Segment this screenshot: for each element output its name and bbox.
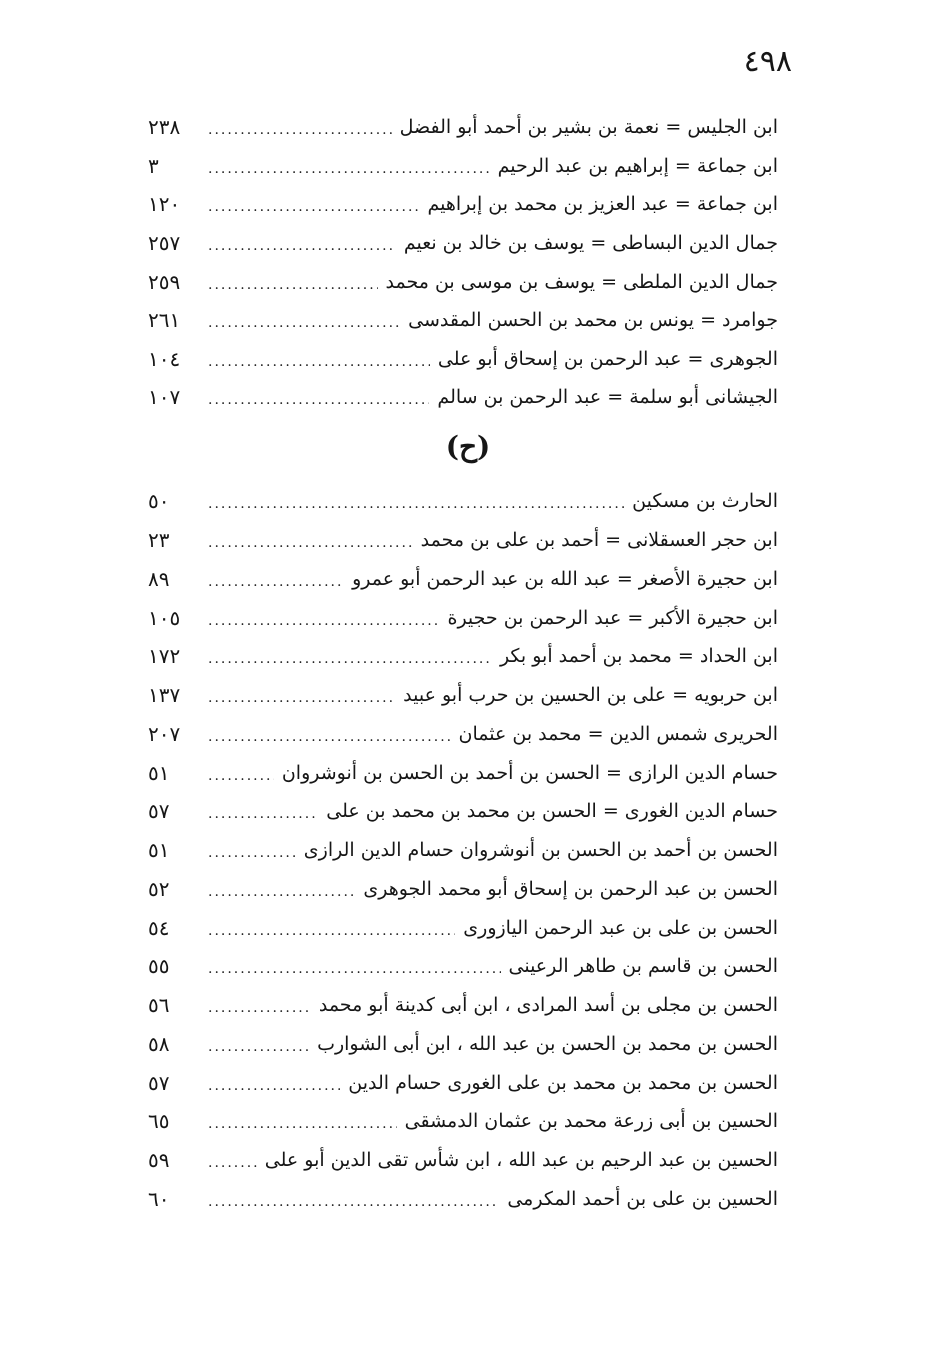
entry-page-number: ٣ <box>148 153 159 178</box>
dot-leader <box>208 879 355 899</box>
page-number: ٤٩٨ <box>743 44 792 79</box>
entry-page-number: ١٠٥ <box>148 605 181 630</box>
entry-page-number: ٥٦ <box>148 993 170 1018</box>
dot-leader <box>208 1150 257 1170</box>
dot-leader <box>208 387 429 407</box>
dot-leader <box>208 608 439 628</box>
entry-page-number: ٨٩ <box>148 566 170 591</box>
dot-leader <box>208 569 344 589</box>
dot-leader <box>208 840 296 860</box>
index-entry <box>148 792 778 831</box>
index-entry <box>148 947 778 986</box>
index-entry <box>148 185 778 224</box>
entry-name: الحسين بن على بن أحمد المكرمى <box>507 1187 778 1210</box>
dot-leader <box>208 349 430 369</box>
dot-leader <box>208 646 492 666</box>
entry-page-number: ٦٠ <box>148 1186 170 1211</box>
index-entry <box>148 598 778 637</box>
entry-page-number: ٥٢ <box>148 876 170 901</box>
entry-name: الجوهرى = عبد الرحمن بن إسحاق أبو على <box>437 347 778 370</box>
entry-name: الحسن بن محمد بن الحسن بن عبد الله ، ابن أبى الشوارب <box>317 1032 778 1055</box>
entry-page-number: ٥١ <box>148 838 170 863</box>
dot-leader <box>208 194 420 214</box>
entry-page-number: ١٢٠ <box>148 192 181 217</box>
entry-page-number: ٥٧ <box>148 799 170 824</box>
dot-leader <box>208 1111 397 1131</box>
entry-name: الحسن بن على بن عبد الرحمن اليازورى <box>463 916 778 939</box>
index-entry <box>148 147 778 186</box>
entry-page-number: ٥٤ <box>148 915 170 940</box>
entry-page-number: ٢٣٨ <box>148 115 181 140</box>
entry-name: الحسين بن عبد الرحيم بن عبد الله ، ابن شأس تقى الدين أبو على <box>264 1149 778 1172</box>
entry-name: الحسن بن مجلى بن أسد المرادى ، ابن أبى كدينة أبو محمد <box>318 994 778 1017</box>
index-entry <box>148 676 778 715</box>
index-entry <box>148 870 778 909</box>
entry-page-number: ٥٧ <box>148 1070 170 1095</box>
entry-page-number: ٢٥٩ <box>148 269 181 294</box>
dot-leader <box>208 685 395 705</box>
entry-name: الحسن بن أحمد بن الحسن بن أنوشروان حسام الدين الرازى <box>303 839 778 862</box>
entry-name: الحريرى شمس الدين = محمد بن عثمان <box>458 722 778 745</box>
dot-leader <box>208 1189 499 1209</box>
dot-leader <box>208 801 318 821</box>
dot-leader <box>208 156 490 176</box>
dot-leader <box>208 233 396 253</box>
index-entry <box>148 1025 778 1064</box>
entry-page-number: ١٣٧ <box>148 683 181 708</box>
entry-name: ابن حجيرة الأكبر = عبد الرحمن بن حجيرة <box>447 606 778 629</box>
entry-name: ابن جماعة = عبد العزيز بن محمد بن إبراهيم <box>427 193 778 216</box>
entry-page-number: ٢٠٧ <box>148 721 181 746</box>
dot-leader <box>208 272 378 292</box>
entry-page-number: ٥١ <box>148 760 170 785</box>
entry-name: الجيشانى أبو سلمة = عبد الرحمن بن سالم <box>437 386 778 409</box>
entry-name: ابن حربويه = على بن الحسين بن حرب أبو عبيد <box>403 684 778 707</box>
index-entry <box>148 378 778 417</box>
index-entry <box>148 715 778 754</box>
entry-name: ابن حجيرة الأصغر = عبد الله بن عبد الرحمن أبو عمرو <box>352 567 778 590</box>
entry-name: الحسن بن قاسم بن طاهر الرعينى <box>508 955 778 978</box>
section-heading: (ح) <box>445 430 491 463</box>
entry-page-number: ١٠٤ <box>148 346 181 371</box>
dot-leader <box>208 918 455 938</box>
index-entry <box>148 482 778 521</box>
index-entry <box>148 986 778 1025</box>
index-entry <box>148 340 778 379</box>
entry-page-number: ٥٨ <box>148 1031 170 1056</box>
index-entry <box>148 1141 778 1180</box>
entry-name: ابن الحداد = محمد بن أحمد أبو بكر <box>499 645 778 668</box>
index-list-section-ha <box>148 482 778 1218</box>
dot-leader <box>208 1034 309 1054</box>
entry-page-number: ١٠٧ <box>148 385 181 410</box>
index-entry <box>148 560 778 599</box>
index-list-section-jim <box>148 108 778 417</box>
index-entry <box>148 1063 778 1102</box>
index-entry <box>148 1102 778 1141</box>
dot-leader <box>208 956 501 976</box>
index-entry <box>148 908 778 947</box>
entry-name: جمال الدين الملطى = يوسف بن موسى بن محمد <box>385 270 778 293</box>
entry-page-number: ٢٣ <box>148 528 170 553</box>
dot-leader <box>208 763 274 783</box>
entry-page-number: ٥٥ <box>148 954 170 979</box>
index-entry <box>148 262 778 301</box>
entry-name: جمال الدين البساطى = يوسف بن خالد بن نعيم <box>403 232 778 255</box>
index-entry <box>148 108 778 147</box>
index-entry <box>148 831 778 870</box>
index-entry <box>148 521 778 560</box>
entry-name: ابن الجليس = نعمة بن بشير بن أحمد أبو الفضل <box>399 116 778 139</box>
entry-page-number: ١٧٢ <box>148 644 181 669</box>
entry-page-number: ٦٥ <box>148 1109 170 1134</box>
index-entry <box>148 637 778 676</box>
dot-leader <box>208 117 392 137</box>
index-entry <box>148 224 778 263</box>
entry-name: الحسين بن أبى زرعة محمد بن عثمان الدمشقى <box>404 1110 778 1133</box>
dot-leader <box>208 724 451 744</box>
entry-page-number: ٢٥٧ <box>148 231 181 256</box>
entry-name: ابن جماعة = إبراهيم بن عبد الرحيم <box>497 154 778 177</box>
index-entry <box>148 301 778 340</box>
dot-leader <box>208 491 624 511</box>
entry-name: حسام الدين الرازى = الحسن بن أحمد بن الحسن بن أنوشروان <box>281 761 778 784</box>
dot-leader <box>208 995 311 1015</box>
entry-page-number: ٢٦١ <box>148 308 181 333</box>
dot-leader <box>208 310 400 330</box>
index-entry <box>148 1180 778 1219</box>
entry-name: الحسن بن محمد بن محمد بن على الغورى حسام الدين <box>348 1071 778 1094</box>
entry-name: الحسن بن عبد الرحمن بن إسحاق أبو محمد الجوهرى <box>363 877 778 900</box>
entry-page-number: ٥٩ <box>148 1148 170 1173</box>
entry-page-number: ٥٠ <box>148 489 170 514</box>
entry-name: جوامرد = يونس بن محمد بن الحسن المقدسى <box>408 309 778 332</box>
dot-leader <box>208 530 413 550</box>
entry-name: ابن حجر العسقلانى = أحمد بن على بن محمد <box>420 529 778 552</box>
entry-name: الحارث بن مسكين <box>632 490 778 513</box>
entry-name: حسام الدين الغورى = الحسن بن محمد بن محمد بن على <box>326 800 778 823</box>
dot-leader <box>208 1073 340 1093</box>
index-entry <box>148 753 778 792</box>
